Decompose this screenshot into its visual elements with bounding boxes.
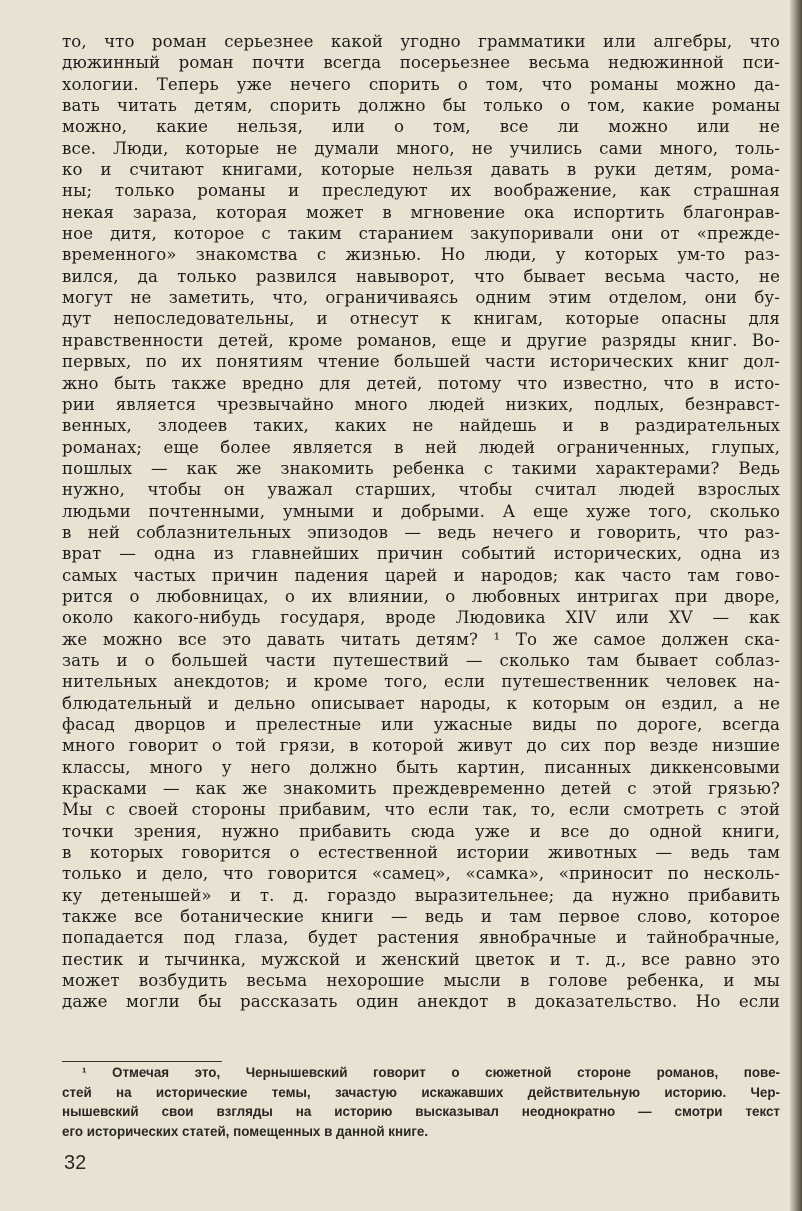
text-line: ны; только романы и преследуют их воображение, как страшная	[62, 181, 780, 201]
text-line: около какого-нибудь государя, вроде Людовика XIV или XV — как	[62, 608, 780, 628]
text-line: некая зараза, которая может в мгновение ока испортить благонрав-	[62, 202, 780, 222]
text-line: дут непоследовательны, и отнесут к книгам, которые опасны для	[62, 309, 780, 329]
page-number: 32	[64, 1152, 87, 1174]
text-line: вился, да только развился навыворот, что бывает весьма часто, не	[62, 266, 780, 286]
text-line: рии является чрезвычайно много людей низких, подлых, безнравст-	[62, 394, 780, 414]
text-line: в которых говорится о естественной истории животных — ведь там	[62, 843, 780, 863]
text-line: блюдательный и дельно описывает народы, к которым он ездил, а не	[62, 693, 780, 713]
text-line: только и дело, что говорится «самец», «самка», «приносит по несколь-	[62, 864, 780, 884]
text-line: рится о любовницах, о их влиянии, о любовных интригах при дворе,	[62, 586, 780, 606]
text-line: пошлых — как же знакомить ребенка с такими характерами? Ведь	[62, 458, 780, 478]
text-line: нужно, чтобы он уважал старших, чтобы считал людей взрослых	[62, 480, 780, 500]
text-line: нравственности детей, кроме романов, еще и другие разряды книг. Во-	[62, 330, 780, 350]
text-line: хологии. Теперь уже нечего спорить о том, что романы можно да-	[62, 74, 780, 94]
footnote-line: нышевский свои взгляды на историю высказывал неоднократно — смотри текст	[62, 1104, 780, 1120]
footnote-separator	[62, 1061, 222, 1062]
text-line: врат — одна из главнейших причин событий исторических, одна из	[62, 544, 780, 564]
text-line: зать и о большей части путешествий — сколько там бывает соблаз-	[62, 650, 780, 670]
footnote-line: ¹ Отмечая это, Чернышевский говорит о сюжетной стороне романов, пове-	[82, 1065, 780, 1080]
body-text	[62, 31, 780, 1013]
text-line: много говорит о той грязи, в которой живут до сих пор везде низшие	[62, 736, 780, 756]
text-line: самых частых причин падения царей и народов; как часто там гово-	[62, 565, 780, 585]
text-line: жно быть также вредно для детей, потому что известно, что в исто-	[62, 373, 780, 393]
text-line: также все ботанические книги — ведь и там первое слово, которое	[62, 907, 780, 927]
text-line: даже могли бы рассказать один анекдот в доказательство. Но если	[62, 992, 780, 1012]
text-line: фасад дворцов и прелестные или ужасные виды по дороге, всегда	[62, 715, 780, 734]
text-line: вать читать детям, спорить должно бы только о том, какие романы	[62, 96, 780, 116]
text-line: то, что роман серьезнее какой угодно грамматики или алгебры, что	[62, 32, 780, 51]
text-line: классы, много у него должно быть картин, писанных диккенсовыми	[62, 757, 780, 777]
text-line: пестик и тычинка, мужской и женский цветок и т. д., все равно это	[62, 949, 780, 969]
text-line: романах; еще более является в ней людей ограниченных, глупых,	[62, 437, 780, 457]
text-line: же можно все это давать читать детям? ¹ То же самое должен ска-	[62, 629, 780, 649]
text-line: попадается под глаза, будет растения явнобрачные и тайнобрачные,	[62, 928, 780, 948]
text-line: ку детенышей» и т. д. гораздо выразительнее; да нужно прибавить	[62, 885, 780, 905]
footnote-line: стей на исторические темы, зачастую искажавших действительную историю. Чер-	[62, 1084, 780, 1100]
text-line: ное дитя, которое с таким старанием закупоривали они от «прежде-	[62, 224, 780, 244]
text-line: временного» знакомства с жизнью. Но люди, у которых ум-то раз-	[62, 245, 780, 265]
text-line: ко и считают книгами, которые нельзя давать в руки детям, рома-	[62, 160, 780, 180]
text-line: можно, какие нельзя, или о том, все ли можно или не	[62, 117, 780, 137]
text-line: Мы с своей стороны прибавим, что если так, то, если смотреть с этой	[62, 800, 780, 820]
text-line: красками — как же знакомить преждевременно детей с этой грязью?	[62, 779, 780, 799]
text-line: венных, злодеев таких, каких не найдешь и в раздирательных	[62, 416, 780, 436]
text-line: дюжинный роман почти всегда посерьезнее весьма недюжинной пси-	[62, 53, 780, 73]
page-edge-shadow	[790, 0, 802, 1211]
text-line: нительных анекдотов; и кроме того, если путешественник человек на-	[62, 672, 780, 692]
text-line: точки зрения, нужно прибавить сюда уже и все до одной книги,	[62, 821, 780, 841]
footnotes	[62, 1063, 780, 1141]
text-line: в ней соблазнительных эпизодов — ведь нечего и говорить, что раз-	[62, 522, 780, 542]
text-line: людьми почтенными, умными и добрыми. А еще хуже того, сколько	[62, 501, 780, 521]
text-line: могут не заметить, что, ограничиваясь одним этим отделом, они бу-	[62, 288, 780, 308]
text-line: все. Люди, которые не думали много, не учились сами много, толь-	[62, 138, 780, 158]
footnote-line: его исторических статей, помещенных в данной книге.	[62, 1123, 429, 1139]
text-line: может возбудить весьма нехорошие мысли в голове ребенка, и мы	[62, 971, 780, 991]
text-line: первых, по их понятиям чтение большей части исторических книг дол-	[62, 352, 780, 372]
